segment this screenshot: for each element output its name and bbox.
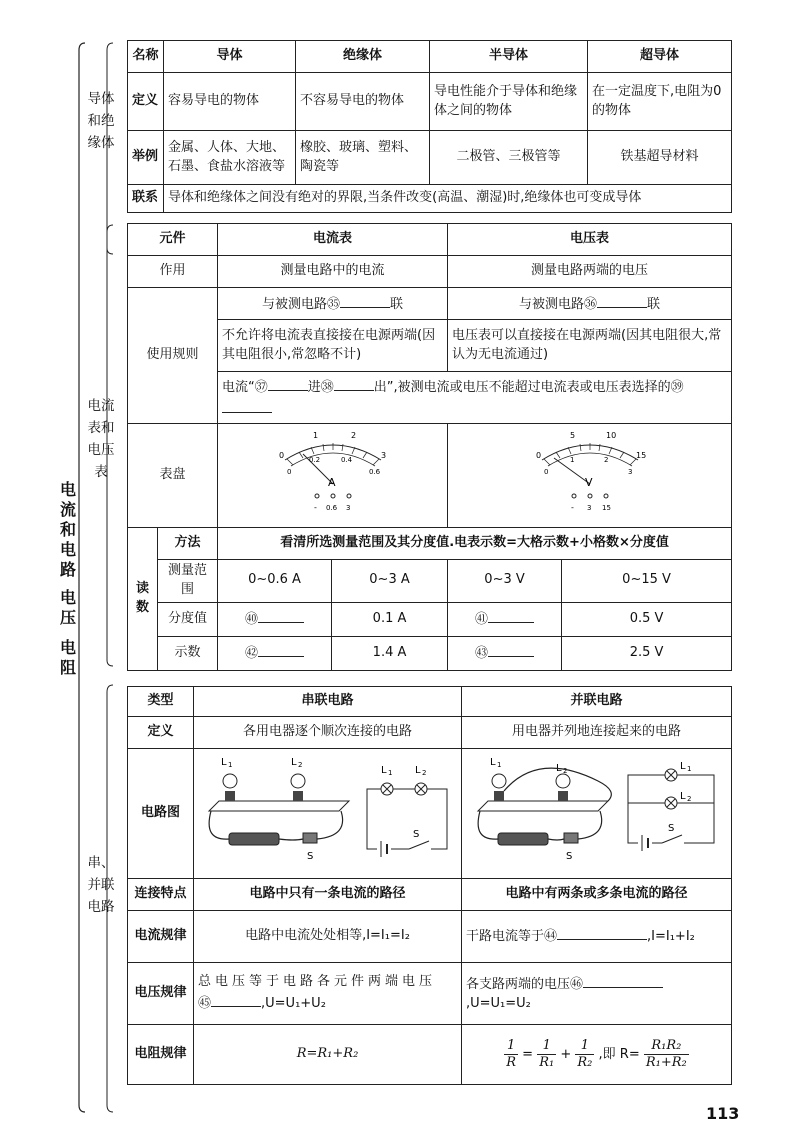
header-parallel: 并联电路 (462, 687, 732, 717)
volt-top-tick-1: 5 (569, 431, 575, 440)
feature-label: 连接特点 (128, 878, 194, 910)
read-label: 读 数 (128, 527, 158, 670)
voltmeter-dial (530, 426, 650, 518)
def-parallel: 用电器并列地连接起来的电路 (462, 717, 732, 749)
series-phys-lamp2-sub: 2 (297, 761, 302, 769)
volt-left-tick-2: 0 (543, 468, 548, 476)
header-name: 名称 (128, 41, 164, 73)
volt-term-2: 3 (586, 504, 591, 512)
def-series: 各用电器逐个顺次连接的电路 (194, 717, 462, 749)
sec1-label: 导体 和绝 缘体 (87, 91, 115, 151)
volt-mid-tick-2: 2 (603, 456, 608, 464)
amm-mid-tick-1: 0.2 (308, 456, 320, 464)
parallel-diagram-cell (462, 749, 732, 879)
parallel-sch-lamp2: L (679, 791, 686, 802)
amm-term-3: 3 (345, 504, 350, 512)
amm-top-tick-1: 1 (312, 431, 318, 440)
div-1: ㊵ (218, 602, 332, 636)
current-label: 电流规律 (128, 910, 194, 962)
voltage-parallel: 各支路两端的电压㊻,U=U₁=U₂ (462, 962, 732, 1024)
header-voltmeter: 电压表 (448, 224, 732, 256)
header-type: 类型 (128, 687, 194, 717)
series-sch-lamp1: L (380, 765, 387, 776)
amm-right-tick-1: 3 (380, 451, 386, 460)
div-3: ㊶ (448, 602, 562, 636)
def-insulator: 不容易导电的物体 (296, 73, 430, 131)
def-label: 定义 (128, 717, 194, 749)
page-number: 113 (706, 1104, 740, 1123)
show-4: 2.5 V (562, 636, 732, 670)
meter-table (127, 223, 732, 671)
header-conductor: 导体 (164, 41, 296, 73)
ex-conductor: 金属、人体、大地、石墨、食盐水溶液等 (164, 131, 296, 185)
volt-right-tick-2: 3 (627, 468, 632, 476)
volt-term-3: 15 (601, 504, 611, 512)
parallel-sch-switch: S (667, 823, 674, 834)
range-1: 0~0.6 A (218, 559, 332, 602)
header-superconductor: 超导体 (588, 41, 732, 73)
parallel-circuit-diagram (468, 751, 726, 869)
series-phys-switch: S (306, 851, 313, 862)
use-label: 作用 (128, 256, 218, 288)
amm-term-1: - (313, 503, 317, 512)
header-ammeter: 电流表 (218, 224, 448, 256)
volt-term-1: - (570, 503, 574, 512)
parallel-phys-lamp1: L (489, 757, 496, 768)
volt-left-tick-1: 0 (535, 451, 541, 460)
resist-series: R=R₁+R₂ (194, 1024, 462, 1084)
header-series: 串联电路 (194, 687, 462, 717)
range-4: 0~15 V (562, 559, 732, 602)
use-voltmeter: 测量电路两端的电压 (448, 256, 732, 288)
ex-semiconductor: 二极管、三极管等 (430, 131, 588, 185)
rules-label: 使用规则 (128, 288, 218, 424)
def-semiconductor: 导电性能介于导体和绝缘体之间的物体 (430, 73, 588, 131)
link-text: 导体和绝缘体之间没有绝对的界限,当条件改变(高温、潮湿)时,绝缘体也可变成导体 (164, 185, 732, 213)
diagram-label: 电路图 (128, 749, 194, 879)
ammeter-dial-cell (218, 424, 448, 528)
series-circuit-diagram (199, 751, 457, 869)
rule3: 电流“㊲ 进㊳ 出”,被测电流或电压不能超过电流表或电压表选择的㊴ (218, 372, 732, 424)
row-def-label: 定义 (128, 73, 164, 131)
range-2: 0~3 A (332, 559, 448, 602)
parallel-sch-lamp1: L (679, 761, 686, 772)
volt-mid-tick-1: 1 (569, 456, 574, 464)
show-label: 示数 (158, 636, 218, 670)
ammeter-dial (273, 426, 393, 518)
rule2-ammeter: 不允许将电流表直接接在电源两端(因其电阻很小,常忽略不计) (218, 320, 448, 372)
circuit-table (127, 686, 732, 1085)
volt-right-tick-1: 15 (635, 451, 646, 460)
dial-label: 表盘 (128, 424, 218, 528)
parallel-phys-lamp2-sub: 2 (562, 767, 567, 775)
range-label: 测量范围 (158, 559, 218, 602)
series-phys-lamp1-sub: 1 (227, 761, 232, 769)
amm-term-2: 0.6 (325, 504, 337, 512)
row-ex-label: 举例 (128, 131, 164, 185)
voltage-label: 电压规律 (128, 962, 194, 1024)
series-sch-lamp2: L (414, 765, 421, 776)
header-semiconductor: 半导体 (430, 41, 588, 73)
parallel-phys-lamp2: L (555, 763, 562, 774)
feature-parallel: 电路中有两条或多条电流的路径 (462, 878, 732, 910)
series-sch-switch: S (412, 829, 419, 840)
parallel-sch-lamp1-sub: 1 (686, 765, 691, 773)
rule2-voltmeter: 电压表可以直接接在电源两端(因其电阻很大,常认为无电流通过) (448, 320, 732, 372)
amm-left-tick-2: 0 (286, 468, 291, 476)
series-phys-lamp1: L (220, 757, 227, 768)
amm-left-tick-1: 0 (278, 451, 284, 460)
amm-unit: A (327, 476, 336, 489)
voltmeter-dial-cell (448, 424, 732, 528)
header-element: 元件 (128, 224, 218, 256)
parallel-phys-switch: S (565, 851, 572, 862)
current-parallel: 干路电流等于㊹ ,I=I₁+I₂ (462, 910, 732, 962)
def-superconductor: 在一定温度下,电阻为0的物体 (588, 73, 732, 131)
resist-label: 电阻规律 (128, 1024, 194, 1084)
current-series: 电路中电流处处相等,I=I₁=I₂ (194, 910, 462, 962)
ex-insulator: 橡胶、玻璃、塑料、陶瓷等 (296, 131, 430, 185)
row-link-label: 联系 (128, 185, 164, 213)
conductor-table (127, 40, 732, 213)
parallel-sch-lamp2-sub: 2 (686, 795, 691, 803)
div-label: 分度值 (158, 602, 218, 636)
volt-top-tick-2: 10 (605, 431, 616, 440)
rule1-ammeter: 与被测电路㉟ 联 (218, 288, 448, 320)
method-label: 方法 (158, 527, 218, 559)
amm-mid-tick-2: 0.4 (340, 456, 352, 464)
use-ammeter: 测量电路中的电流 (218, 256, 448, 288)
voltage-series: 总电压等于电路各元件两端电压 ㊺ ,U=U₁+U₂ (194, 962, 462, 1024)
sec2-label: 电流 表和 电压 表 (87, 398, 115, 480)
div-4: 0.5 V (562, 602, 732, 636)
series-sch-lamp1-sub: 1 (387, 769, 392, 777)
main-topic-title: 电 流 和 电 路 电 压 电 阻 (59, 480, 76, 677)
amm-top-tick-2: 2 (350, 431, 356, 440)
show-1: ㊷ (218, 636, 332, 670)
series-sch-lamp2-sub: 2 (421, 769, 426, 777)
outer-brace (75, 40, 115, 1115)
method-text: 看清所选测量范围及其分度值.电表示数=大格示数+小格数×分度值 (218, 527, 732, 559)
ex-superconductor: 铁基超导材料 (588, 131, 732, 185)
amm-right-tick-2: 0.6 (368, 468, 380, 476)
show-3: ㊸ (448, 636, 562, 670)
sec3-label: 串、 并联 电路 (87, 855, 115, 915)
range-3: 0~3 V (448, 559, 562, 602)
div-2: 0.1 A (332, 602, 448, 636)
show-2: 1.4 A (332, 636, 448, 670)
series-diagram-cell (194, 749, 462, 879)
header-insulator: 绝缘体 (296, 41, 430, 73)
def-conductor: 容易导电的物体 (164, 73, 296, 131)
resist-parallel: $\frac{1}{R}$ = $\frac{1}{\text{R₁}}$ + $\frac{1}{\text{R₂}}$ ,即 R= $\frac{\text{R₁R₂}}{\text{R₁+R₂}}$ (462, 1024, 732, 1084)
parallel-phys-lamp1-sub: 1 (496, 761, 501, 769)
feature-series: 电路中只有一条电流的路径 (194, 878, 462, 910)
rule1-voltmeter: 与被测电路㊱ 联 (448, 288, 732, 320)
volt-unit: V (584, 476, 593, 489)
series-phys-lamp2: L (290, 757, 297, 768)
